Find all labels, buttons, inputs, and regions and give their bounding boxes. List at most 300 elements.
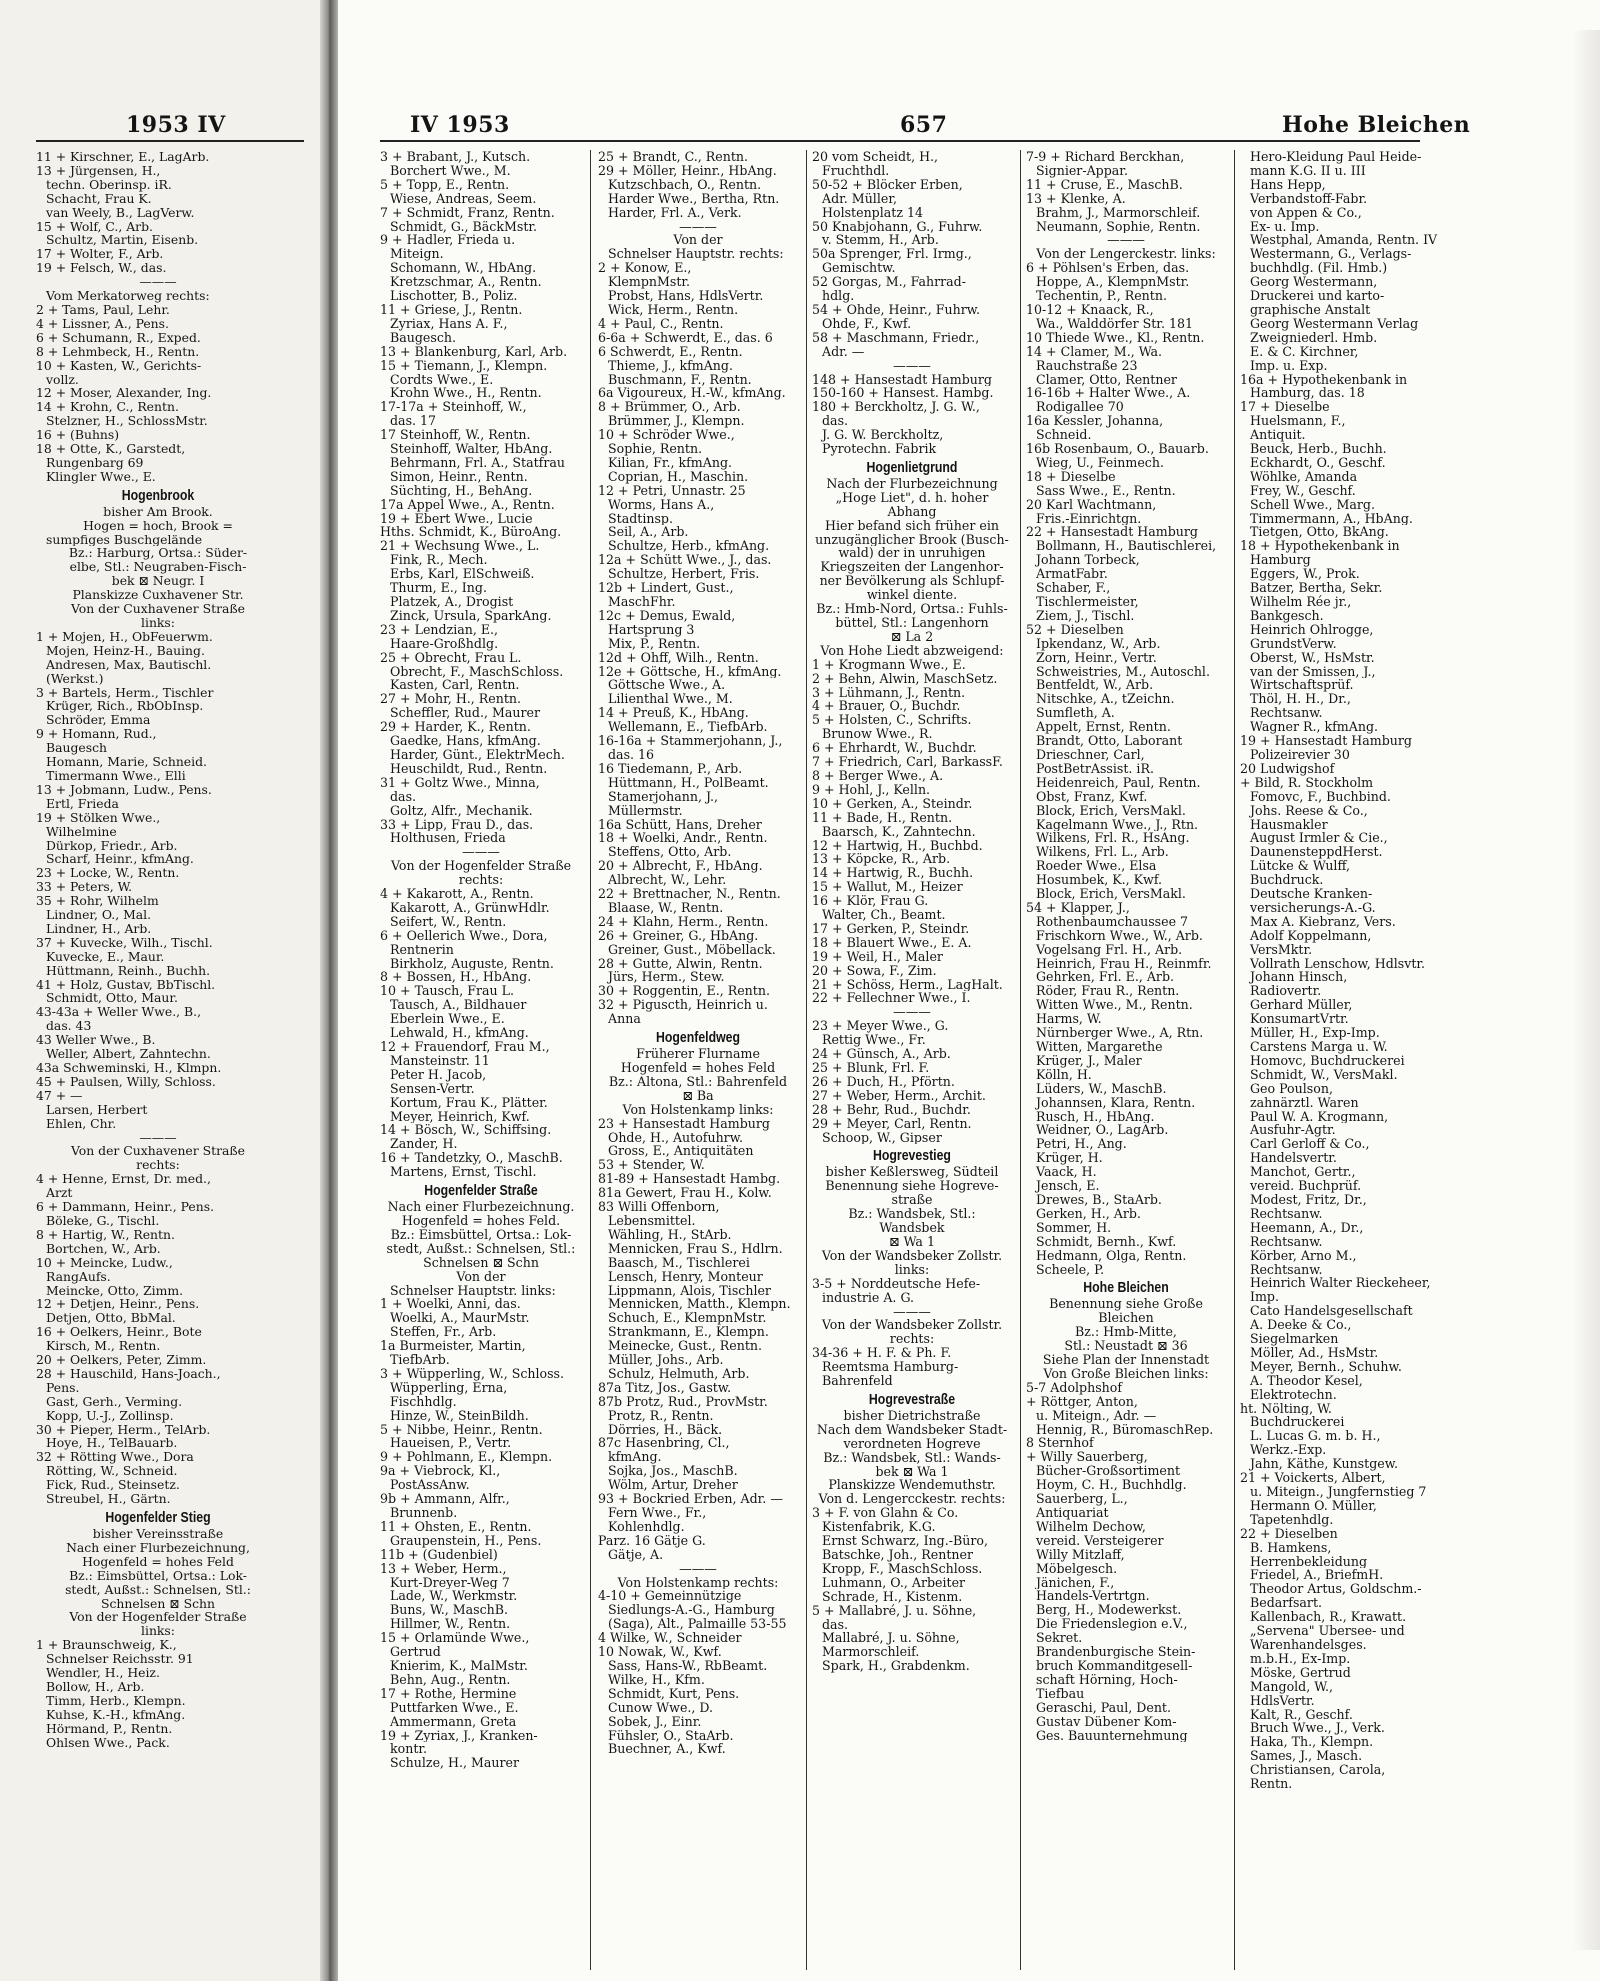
directory-line: Lippmann, Alois, Tischler [608, 1283, 771, 1298]
directory-line: Rötting, W., Schneid. [46, 1464, 178, 1479]
directory-line: Von der Wandsbeker Zollstr. [821, 1248, 1003, 1263]
directory-line: Vaack, H. [1036, 1165, 1097, 1180]
directory-line: Greiner, Gust., Möbellack. [608, 942, 776, 957]
directory-line: Krohn Wwe., H., Rentn. [390, 386, 542, 401]
directory-line: Müller, Johs., Arb. [608, 1353, 724, 1367]
directory-line: straße [891, 1193, 933, 1208]
directory-line: 17-17a + Steinhoff, W., [380, 400, 527, 415]
directory-line: Nürnberger Wwe., A, Rtn. [1036, 1026, 1204, 1040]
directory-line: Bankgesch. [1250, 608, 1324, 623]
directory-line: 9 + Hohl, J., Kelln. [812, 782, 931, 797]
directory-line: Lüders, W., MaschB. [1036, 1081, 1167, 1096]
directory-line: Buchdruck. [1250, 873, 1324, 888]
directory-line: elbe, Stl.: Neugraben-Fisch- [69, 560, 247, 575]
directory-line: Nitschke, A., tZeichn. [1036, 692, 1175, 707]
directory-line: Deutsche Kranken- [1250, 887, 1373, 901]
directory-line: Sophie, Rentn. [608, 442, 703, 456]
directory-line: Lebensmittel. [608, 1213, 696, 1228]
directory-line: PostBetrAssist. iR. [1036, 761, 1154, 776]
directory-line: Frischkorn Wwe., W., Arb. [1036, 928, 1203, 943]
directory-line: vereid. Buchprüf. [1250, 1179, 1362, 1193]
directory-line: Bz.: Altona, Stl.: Bahrenfeld [608, 1074, 788, 1089]
directory-line: Wölm, Artur, Dreher [608, 1478, 738, 1493]
directory-line: Meyer, Heinrich, Kwf. [390, 1109, 530, 1124]
directory-line: Johs. Reese & Co., [1250, 803, 1368, 818]
directory-line: Sass Wwe., E., Rentn. [1036, 483, 1176, 498]
directory-line: Dürkop, Friedr., Arb. [46, 838, 178, 853]
directory-line: PostAssAnw. [390, 1478, 470, 1493]
directory-line: links: [894, 1262, 930, 1277]
directory-line: ——— [679, 1561, 717, 1576]
directory-line: + Willy Sauerberg, [1026, 1450, 1148, 1465]
directory-line: ——— [139, 1130, 177, 1145]
directory-line: Steinhoff, Walter, HbAng. [390, 442, 553, 456]
directory-line: Rettig Wwe., Fr. [822, 1033, 926, 1048]
directory-line: 23 + Hansestadt Hamburg [598, 1116, 770, 1131]
directory-line: 1 + Krogmann Wwe., E. [812, 657, 966, 672]
directory-line: Hier befand sich früher ein [825, 518, 999, 533]
column-rule [1020, 150, 1021, 1970]
directory-line: Bedarfsart. [1250, 1596, 1323, 1611]
book-gutter [320, 0, 338, 1981]
directory-line: Müller, H., Exp-Imp. [1250, 1026, 1380, 1040]
directory-line: Hamburg [1250, 553, 1311, 568]
directory-line: Kasten, Carl, Rentn. [390, 678, 520, 693]
directory-line: Schultz, Martin, Eisenb. [46, 233, 199, 248]
directory-line: Benennung siehe Hogreve- [825, 1179, 999, 1194]
directory-line: Heemann, A., Dr., [1250, 1220, 1364, 1235]
directory-line: Rungenbarg 69 [46, 455, 144, 470]
directory-line: 20 vom Scheidt, H., [812, 150, 939, 164]
directory-line: Rechtsanw. [1250, 1234, 1323, 1249]
directory-line: 8 Sternhof [1026, 1436, 1094, 1451]
directory-line: Block, Erich, VersMakl. [1036, 803, 1186, 818]
directory-line: 20 Karl Wachtmann, [1026, 497, 1157, 512]
directory-line: 30 + Pieper, Herm., TelArb. [36, 1422, 211, 1437]
directory-line: Göttsche Wwe., A. [608, 678, 726, 693]
directory-line: Kohlenhdlg. [608, 1519, 685, 1534]
directory-line: Rusch, H., HbAng. [1036, 1109, 1155, 1124]
directory-line: Hogenfeld = hohes Feld [620, 1061, 776, 1075]
directory-line: Brümmer, J., Klempn. [608, 414, 745, 429]
directory-line: Obst, Franz, Kwf. [1036, 789, 1148, 804]
directory-line: 16-16a + Stammerjohann, J., [598, 734, 783, 748]
column-left-page [36, 150, 280, 1970]
directory-line: Bücher-Großsortiment [1036, 1464, 1181, 1479]
directory-line: 6 + Schumann, R., Exped. [36, 330, 201, 345]
directory-line: Sommer, H. [1036, 1220, 1112, 1235]
directory-line: Steffens, Otto, Arb. [608, 845, 732, 860]
directory-line: Bz.: Hmb-Nord, Ortsa.: Fuhls- [816, 602, 1008, 616]
directory-line: Sumfleth, A. [1036, 706, 1115, 721]
directory-line: 12 + Hartwig, H., Buchbd. [812, 838, 983, 853]
directory-line: Schell Wwe., Marg. [1250, 497, 1375, 512]
directory-line: 7 + Friedrich, Carl, BarkassF. [812, 755, 1003, 769]
directory-line: Mansteinstr. 11 [390, 1053, 490, 1068]
directory-line: 17 + Rothe, Hermine [380, 1686, 517, 1701]
directory-line: Johann Hinsch, [1250, 970, 1348, 985]
directory-line: Bz.: Wandsbek, Stl.: [848, 1207, 976, 1222]
directory-line: 22 + Hansestadt Hamburg [1026, 525, 1198, 540]
directory-line: Sauerberg, L., [1036, 1492, 1128, 1506]
directory-line: 3 + Wüpperling, W., Schloss. [380, 1366, 565, 1381]
directory-line: Brahm, J., Marmorschleif. [1036, 205, 1201, 220]
directory-line: Marmorschleif. [822, 1645, 920, 1660]
directory-line: 12a + Schütt Wwe., J., das. [598, 553, 772, 568]
directory-line: 14 + Clamer, M., Wa. [1026, 344, 1163, 359]
directory-line: Neumann, Sophie, Rentn. [1036, 219, 1201, 234]
directory-line: mann K.G. II u. III [1250, 163, 1366, 178]
directory-line: Mangold, W., [1250, 1679, 1334, 1694]
directory-line: Rodigallee 70 [1036, 400, 1124, 415]
page-edge-shadow [1572, 30, 1600, 1950]
directory-line: 47 + — [36, 1088, 83, 1103]
directory-line: 20 Ludwigshof [1240, 761, 1335, 776]
directory-line: Thöl, H. H., Dr., [1250, 692, 1351, 707]
directory-line: Kropp, F., MaschSchloss. [822, 1561, 983, 1576]
directory-line: Cordts Wwe., E. [390, 372, 494, 387]
directory-line: Schacht, Frau K. [46, 191, 152, 206]
directory-line: B. Hamkens, [1250, 1540, 1332, 1555]
directory-line: Buchdruckerei [1250, 1415, 1345, 1430]
directory-line: 4 + Brauer, O., Buchdr. [812, 699, 961, 714]
directory-line: Brandt, Otto, Laborant [1036, 734, 1183, 748]
directory-line: 12c + Demus, Ewald, [598, 608, 736, 623]
directory-line: 21 + Voickerts, Albert, [1240, 1471, 1386, 1485]
directory-line: ——— [1107, 233, 1145, 248]
street-heading: Hogenfelder Stieg [105, 1509, 211, 1526]
directory-line: Krüger, H. [1036, 1151, 1103, 1166]
directory-line: u. Miteign., Adr. — [1036, 1408, 1157, 1423]
directory-line: 1a Burmeister, Martin, [380, 1339, 526, 1354]
directory-line: Behrmann, Frl. A., Statfrau [390, 455, 565, 470]
directory-line: Schuch, E., KlempnMstr. [608, 1311, 767, 1326]
directory-line: 28 + Behr, Rud., Buchdr. [812, 1102, 971, 1117]
directory-line: 5-7 Adolphshof [1026, 1380, 1123, 1395]
directory-line: Harms, W. [1036, 1012, 1102, 1027]
directory-line: Vogelsang Frl. H., Arb. [1036, 942, 1183, 957]
directory-line: 58 + Maschmann, Friedr., [812, 330, 980, 345]
directory-line: Wagner R., kfmAng. [1250, 720, 1379, 735]
directory-line: Imp. [1250, 1290, 1279, 1305]
directory-line: Schulze, H., Maurer [390, 1756, 520, 1771]
page-number: 657 [900, 112, 948, 138]
directory-line: Drieschner, Carl, [1036, 747, 1145, 762]
directory-line: Abhang [887, 504, 937, 519]
directory-line: Von der [456, 1269, 506, 1284]
directory-line: 3 + Lühmann, J., Rentn. [812, 685, 966, 700]
directory-line: 22 + Fellechner Wwe., I. [812, 991, 971, 1006]
directory-line: 19 + Ebert Wwe., Lucie [380, 511, 533, 526]
directory-line: 2 + Tams, Paul, Lehr. [36, 302, 170, 317]
directory-line: 13 + Blankenburg, Karl, Arb. [380, 344, 568, 359]
directory-line: Kalt, R., Geschf. [1250, 1707, 1353, 1722]
directory-line: Wilkens, Frl. R., HsAng. [1036, 831, 1190, 846]
directory-line: 41 + Holz, Gustav, BbTischl. [36, 977, 216, 992]
directory-line: 11 + Cruse, E., MaschB. [1026, 177, 1183, 192]
directory-line: 45 + Paulsen, Willy, Schloss. [36, 1074, 216, 1089]
directory-line: 14 + Krohn, C., Rentn. [36, 400, 179, 415]
directory-line: Gustav Dübener Kom- [1036, 1714, 1177, 1729]
directory-line: 35 + Rohr, Wilhelm [36, 894, 159, 909]
directory-line: Blaase, W., Rentn. [608, 900, 724, 915]
directory-line: Batzer, Bertha, Sekr. [1250, 581, 1383, 595]
directory-line: Wöhlke, Amanda [1250, 469, 1358, 484]
directory-line: 16 + Oelkers, Heinr., Bote [36, 1325, 202, 1340]
directory-line: Nach dem Wandsbeker Stadt- [816, 1422, 1008, 1437]
directory-line: Stadtinsp. [608, 511, 673, 526]
directory-line: 81a Gewert, Frau H., Kolw. [598, 1186, 772, 1201]
street-heading: Hogrevestraße [868, 1390, 956, 1408]
directory-line: Homovc, Buchdruckerei [1250, 1053, 1405, 1068]
directory-line: Schomann, W., HbAng. [390, 261, 537, 276]
directory-line: Birkholz, Auguste, Rentn. [390, 956, 554, 971]
directory-line: 12e + Göttsche, H., kfmAng. [598, 664, 782, 679]
directory-line: Von der Lengerckestr. links: [1036, 247, 1216, 262]
directory-line: Bahrenfeld [822, 1374, 893, 1388]
directory-line: 26 + Greiner, G., HbAng. [598, 928, 759, 943]
directory-line: ——— [679, 219, 717, 234]
directory-line: Adr. — [822, 344, 865, 359]
directory-line: Lade, W., Werkmstr. [390, 1589, 518, 1604]
directory-line: ⊠ Ba [682, 1088, 714, 1103]
directory-line: Vom Merkatorweg rechts: [46, 289, 210, 303]
directory-line: Bz.: Wandsbek, Stl.: Wands- [823, 1450, 1001, 1465]
directory-line: Scheffler, Rud., Maurer [390, 706, 540, 721]
directory-line: Hogen = hoch, Brook = [83, 518, 233, 533]
directory-line: Buschmann, F., Rentn. [608, 372, 752, 387]
directory-line: Adr. Müller, [822, 191, 897, 206]
directory-line: Schnelsen ⊠ Schn [100, 1596, 215, 1611]
directory-line: 15 + Orlamünde Wwe., [380, 1631, 530, 1646]
directory-line: Antiquariat [1036, 1506, 1109, 1520]
directory-line: Heidenreich, Paul, Rentn. [1036, 775, 1201, 790]
directory-line: Haueisen, P., Vertr. [390, 1436, 512, 1451]
directory-line: 16-16b + Halter Wwe., A. [1026, 386, 1191, 401]
directory-line: kfmAng. [608, 1450, 662, 1465]
directory-line: Woelki, A., MaurMstr. [390, 1311, 530, 1326]
directory-line: Baasch, M., Tischlerei [608, 1255, 750, 1270]
directory-line: 87a Titz, Jos., Gastw. [598, 1380, 732, 1395]
directory-line: Von Hohe Liedt abzweigend: [820, 643, 1004, 658]
directory-line: Thurm, E., Ing. [390, 581, 487, 595]
directory-line: Kölln, H. [1036, 1067, 1092, 1082]
directory-line: Hoym, C. H., Buchhdlg. [1036, 1478, 1187, 1493]
directory-line: 15 + Tiemann, J., Klempn. [380, 358, 548, 373]
directory-line: Bz.: Harburg, Ortsa.: Süder- [68, 546, 248, 561]
directory-line: Nach einer Flurbezeichnung, [66, 1540, 250, 1555]
directory-line: 20 + Albrecht, F., HbAng. [598, 859, 763, 874]
directory-line: 4 + Lissner, A., Pens. [36, 316, 169, 331]
directory-line: Protz, R., Rentn. [608, 1408, 714, 1423]
directory-line: 20 + Oelkers, Peter, Zimm. [36, 1353, 207, 1367]
directory-line: 1 + Braunschweig, K., [36, 1638, 177, 1653]
directory-line: das. [390, 789, 417, 804]
directory-line: Hths. Schmidt, K., BüroAng. [380, 525, 562, 540]
directory-line: stedt, Außst.: Schnelsen, Stl.: [386, 1241, 576, 1256]
street-heading: Hohe Bleichen [1083, 1279, 1169, 1297]
directory-line: 10 + Kasten, W., Gerichts- [36, 358, 202, 373]
directory-line: A. Theodor Kesel, [1250, 1373, 1363, 1388]
directory-line: Müllermstr. [608, 803, 683, 818]
directory-line: Gemischtw. [822, 261, 896, 276]
directory-line: Sojka, Jos., MaschB. [608, 1464, 738, 1479]
directory-line: 17 + Wolter, F., Arb. [36, 247, 164, 262]
directory-line: Hörmand, P., Rentn. [46, 1721, 173, 1736]
directory-line: 43 Weller Wwe., B. [36, 1033, 156, 1048]
directory-line: 24 + Günsch, A., Arb. [812, 1047, 951, 1061]
directory-line: Beuck, Herb., Buchh. [1250, 442, 1387, 456]
directory-line: Haka, Th., Klempn. [1250, 1735, 1374, 1750]
directory-line: Wendler, H., Heiz. [46, 1666, 160, 1680]
directory-line: Röder, Frau R., Rentn. [1036, 984, 1180, 999]
directory-line: 1 + Mojen, H., ObFeuerwm. [36, 629, 213, 644]
directory-line: 25 + Brandt, C., Rentn. [598, 150, 749, 164]
directory-line: 16a Schütt, Hans, Dreher [598, 817, 762, 832]
street-heading: Hogenfeldweg [655, 1029, 741, 1047]
directory-line: 6 Schwerdt, E., Rentn. [598, 344, 743, 359]
directory-line: GrundstVerw. [1250, 636, 1337, 651]
directory-line: Lilienthal Wwe., M. [608, 692, 733, 707]
directory-line: Tietgen, Otto, BkAng. [1250, 525, 1389, 540]
directory-line: 18 + Woelki, Andr., Rentn. [598, 831, 768, 846]
directory-line: Eckhardt, O., Geschf. [1250, 455, 1386, 470]
directory-line: Ammermann, Greta [390, 1714, 517, 1729]
directory-line: 8 + Lehmbeck, H., Rentn. [36, 344, 200, 359]
directory-line: 52 + Dieselben [1026, 622, 1124, 637]
directory-line: Ehlen, Chr. [46, 1116, 117, 1131]
directory-line: 17 + Dieselbe [1240, 400, 1330, 415]
directory-line: Siehe Plan der Innenstadt [1042, 1353, 1210, 1367]
directory-line: ner Bevölkerung als Schlupf- [819, 574, 1005, 589]
directory-line: Wähling, H., StArb. [608, 1227, 732, 1242]
directory-line: Walter, Ch., Beamt. [822, 908, 946, 922]
directory-line: Warenhandelsges. [1250, 1637, 1367, 1652]
directory-line: Lensch, Henry, Monteur [608, 1269, 763, 1284]
directory-line: Brandenburgische Stein- [1036, 1645, 1196, 1659]
column-rule [806, 150, 807, 1970]
directory-line: Von Holstenkamp links: [622, 1102, 774, 1117]
directory-line: 29 + Harder, K., Rentn. [380, 720, 531, 735]
directory-line: Druckerei und karto- [1250, 289, 1385, 303]
column-3 [812, 150, 1012, 1970]
directory-line: Brunnenb. [390, 1506, 458, 1520]
column-4 [1026, 150, 1226, 1970]
directory-line: Tischlermeister, [1036, 595, 1139, 609]
directory-line: Meyer, Bernh., Schuhw. [1250, 1359, 1402, 1374]
directory-line: 28 + Gutte, Alwin, Rentn. [598, 956, 763, 971]
directory-line: Klingler Wwe., E. [46, 469, 156, 484]
directory-line: Handels-Vertrtgn. [1036, 1589, 1150, 1604]
directory-line: 14 + Bösch, W., Schiffsing. [380, 1123, 552, 1138]
directory-line: Signier-Appar. [1036, 163, 1128, 178]
column-2 [598, 150, 798, 1970]
directory-line: sumpfiges Buschgelände [46, 532, 203, 547]
directory-line: August Irmler & Cie., [1250, 831, 1388, 846]
directory-line: Modest, Fritz, Dr., [1250, 1192, 1367, 1207]
directory-line: Rauchstraße 23 [1036, 358, 1138, 373]
directory-line: 83 Willi Offenborn, [598, 1200, 720, 1214]
directory-line: Meinecke, Gust., Rentn. [608, 1339, 763, 1354]
directory-line: Nach der Flurbezeichnung [826, 476, 998, 491]
directory-line: Bz.: Hmb-Mitte, [1075, 1325, 1177, 1340]
directory-line: 16 + (Buhns) [36, 428, 120, 443]
directory-line: MaschFhr. [608, 595, 676, 609]
directory-line: Willy Mitzlaff, [1036, 1547, 1125, 1562]
directory-line: Block, Erich, VersMakl. [1036, 887, 1186, 901]
directory-line: 14 + Hartwig, R., Buchh. [812, 866, 974, 881]
directory-line: Sames, J., Masch. [1250, 1749, 1363, 1764]
directory-line: + Röttger, Anton, [1026, 1394, 1138, 1409]
directory-line: 18 + Blauert Wwe., E. A. [812, 935, 972, 950]
directory-line: van der Smissen, J., [1250, 664, 1376, 679]
directory-line: Streubel, H., Gärtn. [46, 1492, 171, 1506]
directory-line: 23 + Lendzian, E., [380, 622, 499, 637]
directory-line: Polizeirevier 30 [1250, 747, 1350, 762]
directory-line: DaunensteppdHerst. [1250, 845, 1383, 860]
directory-line: 18 + Hypothekenbank in [1240, 539, 1400, 554]
directory-line: Parz. 16 Gätje G. [598, 1533, 706, 1548]
directory-line: Hogenfeld = hohes Feld [82, 1554, 234, 1569]
directory-line: Tapetenhdlg. [1250, 1512, 1334, 1527]
directory-line: Kistenfabrik, K.G. [822, 1520, 936, 1535]
directory-line: Coprian, H., Maschin. [608, 469, 749, 484]
directory-line: links: [141, 616, 175, 630]
directory-line: 6 + Pöhlsen's Erben, das. [1026, 261, 1190, 276]
directory-line: Platzek, A., Drogist [390, 595, 514, 609]
directory-line: buchhdlg. (Fil. Hmb.) [1250, 261, 1388, 276]
directory-line: Ex- u. Imp. [1250, 219, 1320, 234]
directory-line: Probst, Hans, HdlsVertr. [608, 289, 764, 303]
directory-line: Hillmer, W., Rentn. [390, 1617, 511, 1632]
directory-line: 10 + Gerken, A., Steindr. [812, 796, 973, 811]
directory-line: Vollrath Lenschow, Hdlsvtr. [1250, 956, 1426, 971]
directory-line: Hartsprung 3 [608, 622, 695, 637]
directory-line: versicherungs-A.-G. [1250, 900, 1376, 915]
directory-line: 16b Rosenbaum, O., Bauarb. [1026, 442, 1209, 456]
directory-line: ——— [462, 845, 500, 860]
directory-line: Simon, Heinr., Rentn. [390, 469, 528, 484]
directory-line: „Hoge Liet", d. h. hoher [835, 490, 989, 505]
column-1 [380, 150, 582, 1970]
directory-line: Witten Wwe., M., Rentn. [1036, 998, 1193, 1013]
directory-line: Körber, Arno M., [1250, 1248, 1357, 1263]
directory-line: 12b + Lindert, Gust., [598, 581, 734, 595]
directory-line: Huelsmann, F., [1250, 414, 1346, 429]
street-heading: Hogenfelder Straße [424, 1182, 538, 1200]
directory-line: Hedmann, Olga, Rentn. [1036, 1248, 1187, 1263]
directory-line: RangAufs. [46, 1269, 111, 1284]
directory-line: vollz. [46, 372, 79, 387]
directory-line: kontr. [390, 1742, 428, 1757]
directory-line: Fris.-Einrichtgn. [1036, 511, 1142, 526]
directory-line: 4 + Paul, C., Rentn. [598, 316, 724, 331]
directory-line: Wiese, Andreas, Seem. [390, 191, 537, 206]
directory-line: vereid. Versteigerer [1036, 1533, 1164, 1548]
directory-line: Jahn, Käthe, Kunstgew. [1250, 1457, 1399, 1472]
directory-line: Jürs, Herm., Stew. [608, 970, 725, 985]
directory-line: Obrecht, F., MaschSchloss. [390, 664, 564, 679]
directory-line: Stl.: Neustadt ⊠ 36 [1064, 1339, 1188, 1354]
directory-line: Möller, Ad., HsMstr. [1250, 1345, 1379, 1360]
directory-line: Schulz, Helmuth, Arb. [608, 1366, 750, 1381]
directory-line: Batschke, Joh., Rentner [822, 1548, 973, 1562]
directory-line: Kriegszeiten der Langenhor- [820, 560, 1004, 575]
directory-line: 7 + Schmidt, Franz, Rentn. [380, 205, 555, 220]
directory-line: Eberlein Wwe., E. [390, 1012, 505, 1027]
directory-line: 5 + Mallabré, J. u. Söhne, [812, 1603, 977, 1618]
directory-line: Wilhelmine [46, 824, 117, 839]
